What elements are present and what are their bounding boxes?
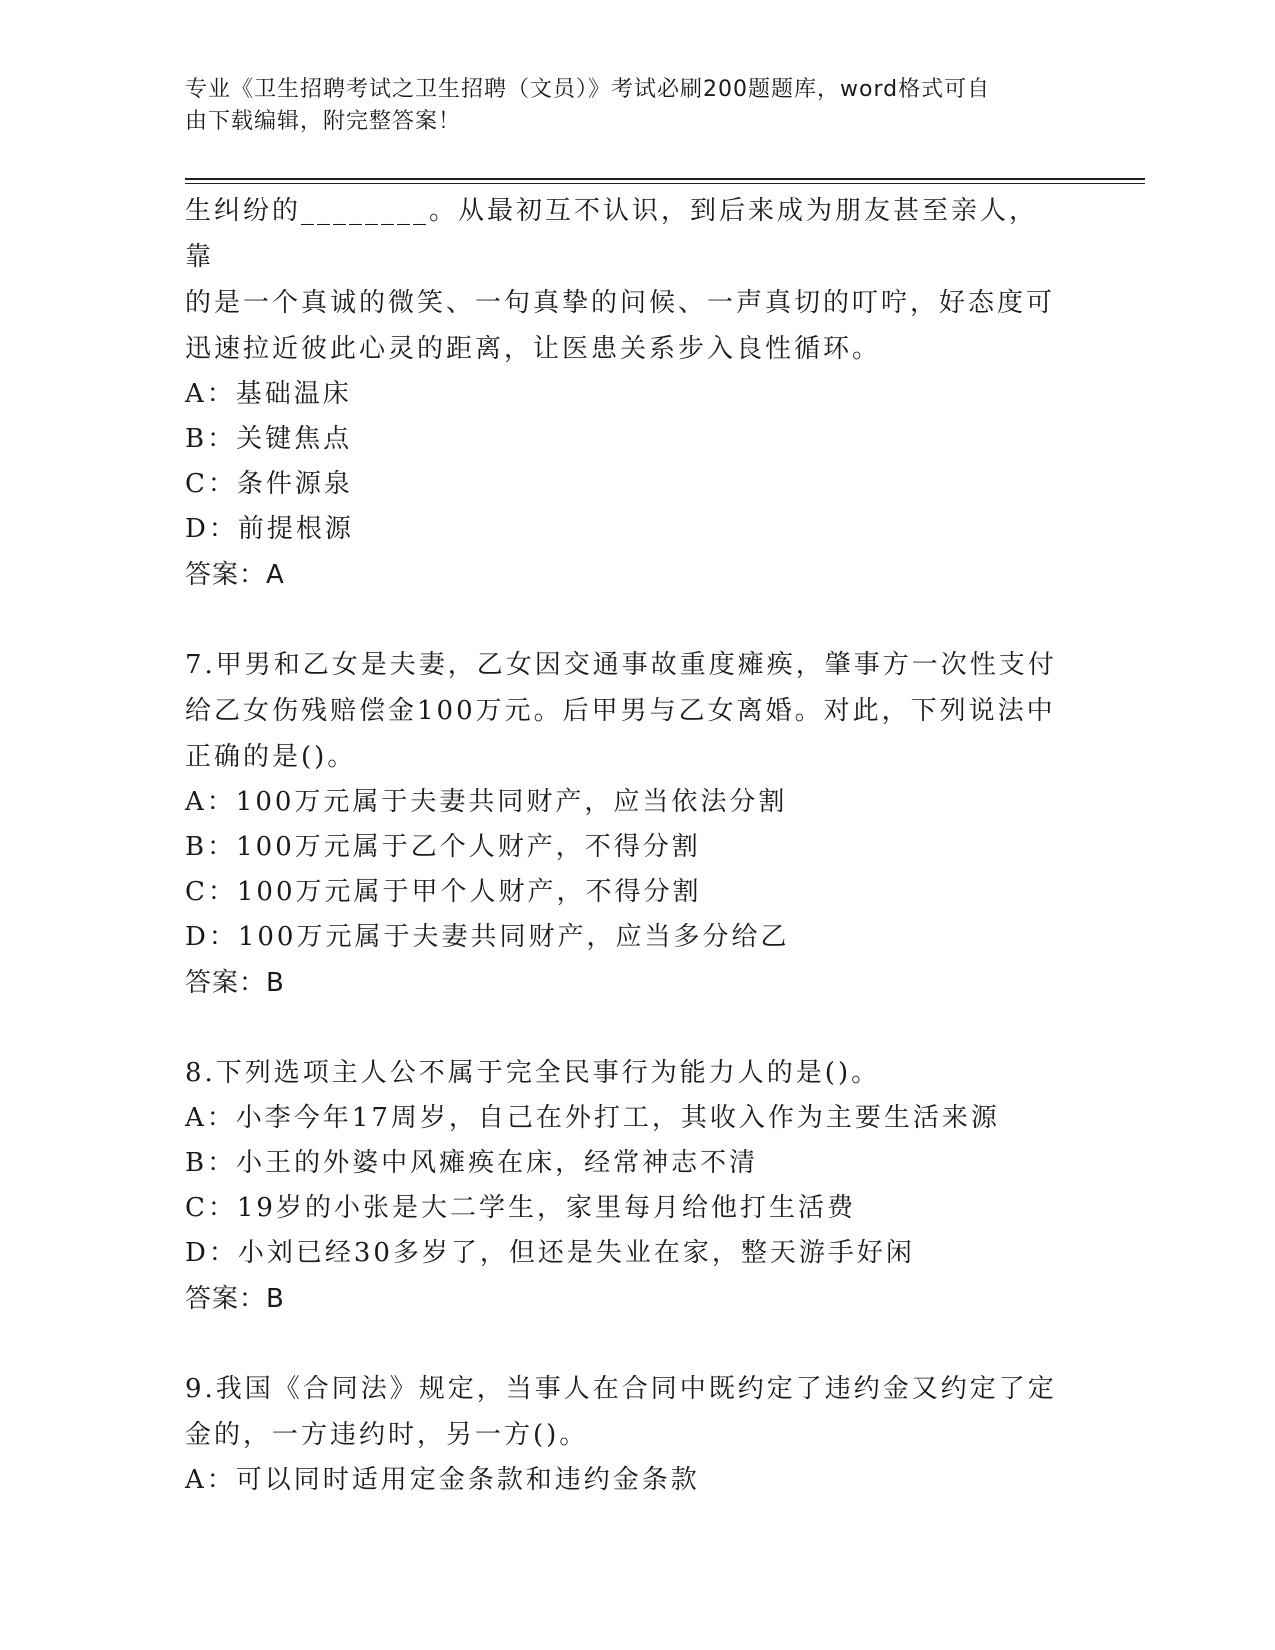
question-7-option-c: C：100万元属于甲个人财产，不得分割 [185,877,702,907]
question-9-line-2: 金的，一方违约时，另一方()。 [185,1420,589,1450]
question-8-option-c: C：19岁的小张是大二学生，家里每月给他打生活费 [185,1193,856,1223]
question-9 [185,1366,1065,1503]
question-6-line-2: 的是一个真诚的微笑、一句真挚的问候、一声真切的叮咛，好态度可 [185,288,1056,318]
question-9-line-1: 9.我国《合同法》规定，当事人在合同中既约定了违约金又约定了定 [185,1374,1057,1404]
header-line-1: 专业《卫生招聘考试之卫生招聘（文员）》考试必刷200题题库，word格式可自 [185,77,991,102]
question-7-option-a: A：100万元属于夫妻共同财产，应当依法分割 [185,787,788,817]
question-6-option-a: A：基础温床 [185,379,352,409]
question-6-option-c: C：条件源泉 [185,469,353,499]
question-8-option-d: D：小刘已经30多岁了，但还是失业在家，整天游手好闲 [185,1238,915,1268]
header-divider-thin [185,183,1145,184]
page-header [185,74,1065,138]
question-7-line-3: 正确的是()。 [185,742,357,772]
question-6 [185,188,1065,598]
header-divider-thick [185,178,1145,180]
question-8 [185,1050,1065,1322]
question-6-answer: 答案：A [185,560,285,590]
question-6-line-1: 生纠纷的________。从最初互不认识，到后来成为朋友甚至亲人，靠 [185,196,1039,272]
question-8-answer: 答案：B [185,1284,285,1314]
question-7-line-2: 给乙女伤残赔偿金100万元。后甲男与乙女离婚。对此，下列说法中 [185,696,1056,726]
question-8-option-b: B：小王的外婆中风瘫痪在床，经常神志不清 [185,1148,759,1178]
question-7-option-b: B：100万元属于乙个人财产，不得分割 [185,832,701,862]
header-line-2: 由下载编辑，附完整答案！ [185,109,462,134]
question-6-line-3: 迅速拉近彼此心灵的距离，让医患关系步入良性循环。 [185,334,882,364]
question-6-option-b: B：关键焦点 [185,424,353,454]
question-7-option-d: D：100万元属于夫妻共同财产，应当多分给乙 [185,922,790,952]
question-7-answer: 答案：B [185,968,285,998]
question-9-option-a: A：可以同时适用定金条款和违约金条款 [185,1465,700,1495]
question-6-option-d: D：前提根源 [185,514,354,544]
question-7 [185,642,1065,1006]
question-8-line-1: 8.下列选项主人公不属于完全民事行为能力人的是()。 [185,1058,881,1088]
question-8-option-a: A：小李今年17周岁，自己在外打工，其收入作为主要生活来源 [185,1103,1000,1133]
document-body [185,188,1065,1503]
question-7-line-1: 7.甲男和乙女是夫妻，乙女因交通事故重度瘫痪，肇事方一次性支付 [185,650,1057,680]
